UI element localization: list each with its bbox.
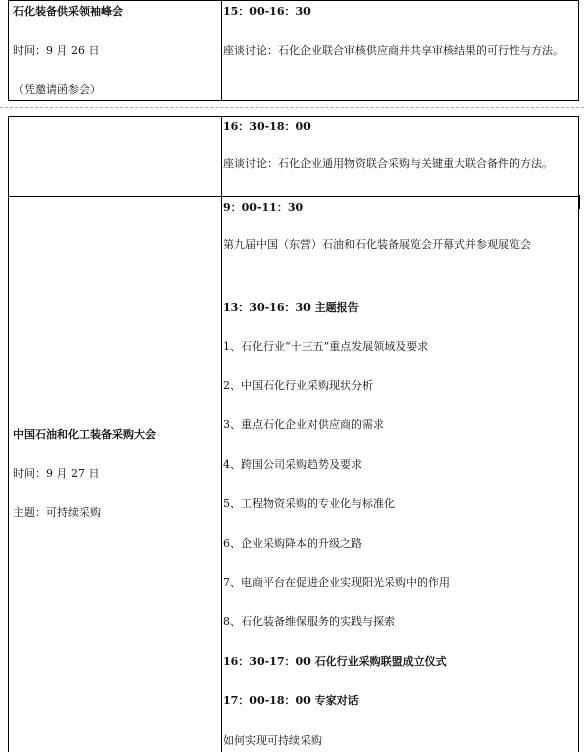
event-title: 中国石油和化工装备采购大会 [13,428,156,441]
topic-item: 5、工程物资采购的专业化与标准化 [223,497,395,510]
text-cursor [578,195,580,209]
topic-item: 1、石化行业“十三五”重点发展领域及要求 [223,340,429,353]
topic-item: 3、重点石化企业对供应商的需求 [223,418,384,431]
session-time: 15：00-16：30 [223,5,311,18]
topic-item: 4、跨国公司采购趋势及要求 [223,458,362,471]
event-theme: 主题：可持续采购 [13,506,101,519]
dialogue-topic: 如何实现可持续采购 [223,734,322,747]
event-time: 时间：9 月 26 日 [13,44,100,57]
ceremony: 16：30-17：00 石化行业采购联盟成立仪式 [223,655,447,668]
schedule-table-day1 [8,0,579,101]
page-break-separator [0,104,584,112]
opening-text: 第九届中国（东营）石油和石化装备展览会开幕式并参观展览会 [223,238,531,251]
column-divider [221,1,222,100]
row-divider [9,196,578,197]
event-note: （凭邀请函参会） [13,83,101,96]
topic-item: 6、企业采购降本的升级之路 [223,537,362,550]
topic-item: 8、石化装备维保服务的实践与探索 [223,615,395,628]
dialogue: 17：00-18：00 专家对话 [223,694,359,707]
separator-line [0,107,584,108]
session-time: 16：30-18：00 [223,120,311,133]
session-text: 座谈讨论：石化企业通用物资联合采购与关键重大联合备件的方法。 [223,157,553,170]
report-heading: 13：30-16：30 主题报告 [223,301,359,314]
topic-item: 7、电商平台在促进企业实现阳光采购中的作用 [223,576,450,589]
session-text: 座谈讨论：石化企业联合审核供应商并共享审核结果的可行性与方法。 [223,44,564,57]
topic-item: 2、中国石化行业采购现状分析 [223,379,373,392]
schedule-table-day2 [8,116,579,752]
opening-time: 9：00-11：30 [223,201,304,214]
column-divider [221,117,222,752]
event-title: 石化装备供采领袖峰会 [13,5,123,18]
event-time: 时间：9 月 27 日 [13,467,100,480]
